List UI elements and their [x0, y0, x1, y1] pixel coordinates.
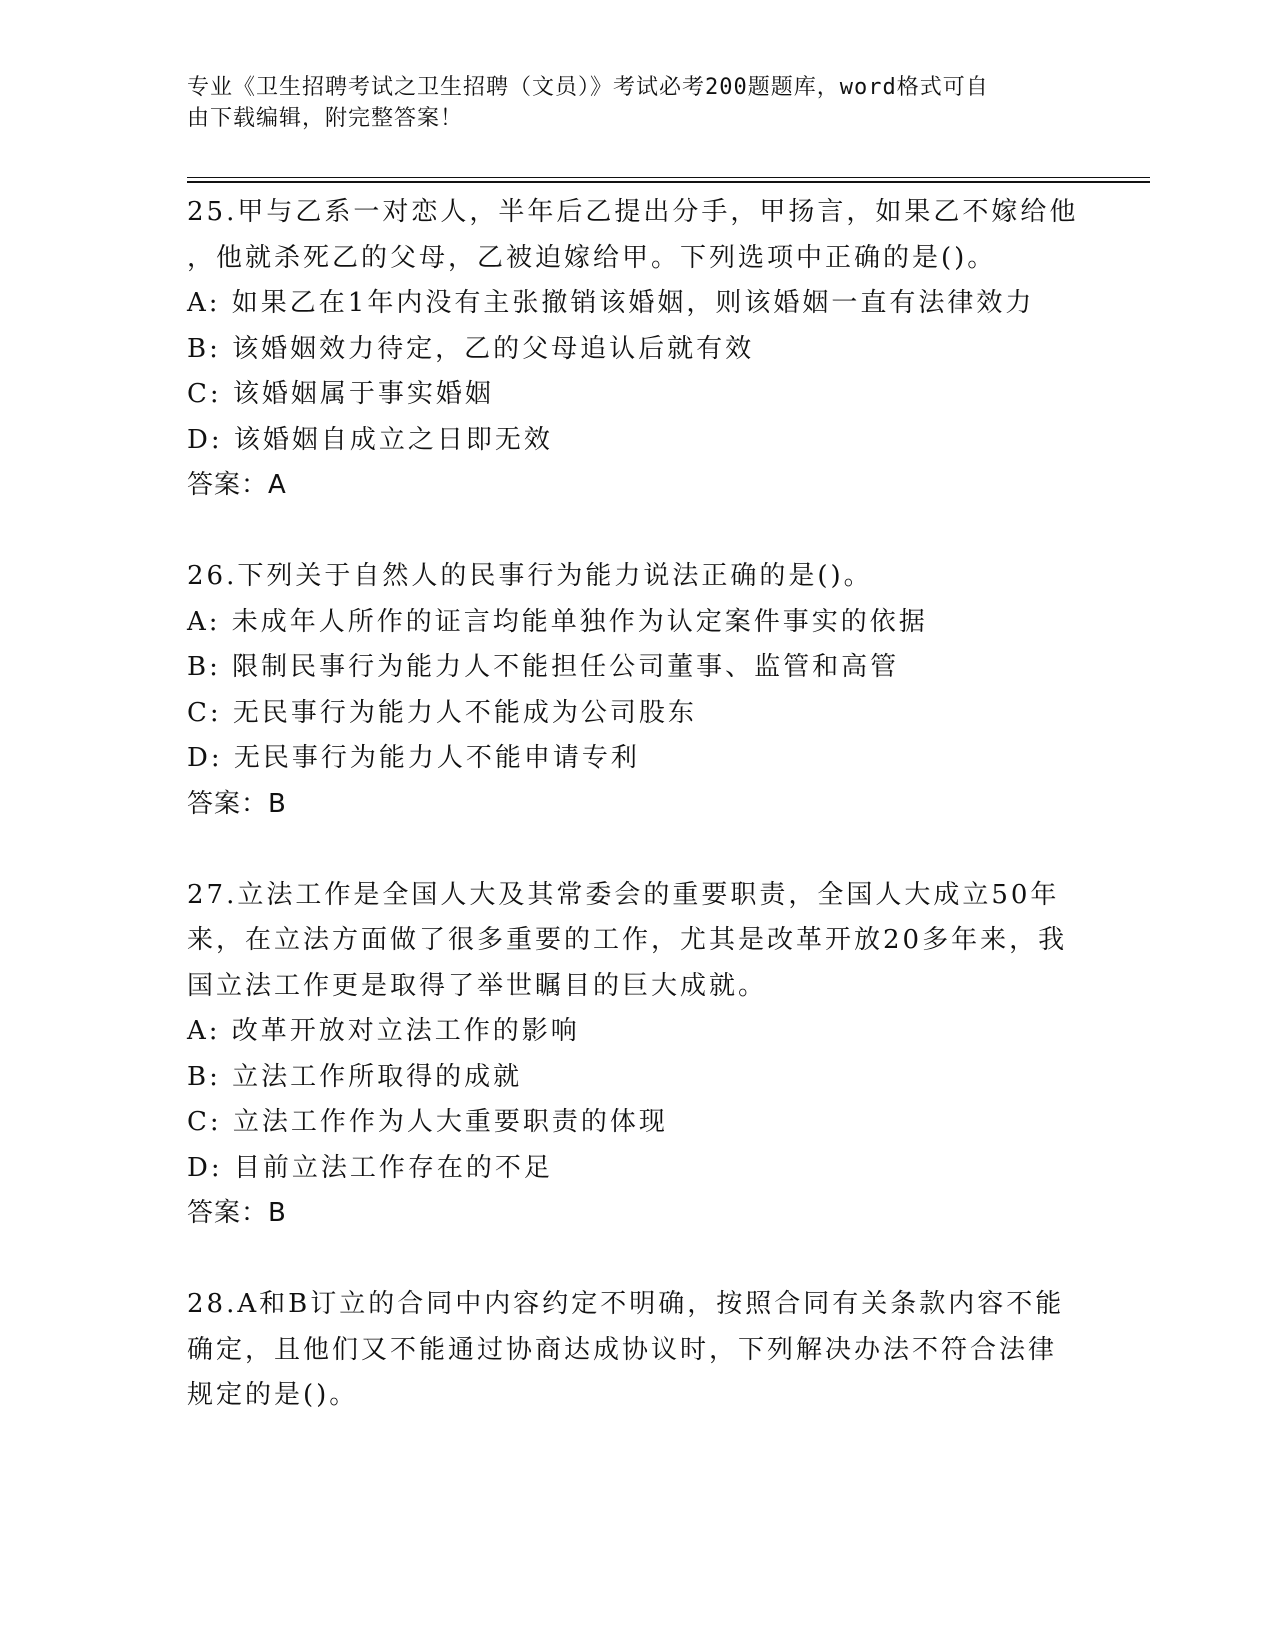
option-d: D: 目前立法工作存在的不足 [187, 1152, 553, 1183]
answer-line: 答案：B [187, 788, 287, 819]
answer-line: 答案：B [187, 1198, 287, 1228]
header-divider-thick [187, 181, 1150, 183]
question-text: 27.立法工作是全国人大及其常委会的重要职责，全国人大成立50年 [187, 879, 1060, 910]
option-b: B: 限制民事行为能力人不能担任公司董事、监管和高管 [187, 652, 900, 682]
question-text: 国立法工作更是取得了举世瞩目的巨大成就。 [187, 970, 768, 1001]
question-text: 来，在立法方面做了很多重要的工作，尤其是改革开放20多年来，我 [187, 925, 1068, 955]
option-d: D: 该婚姻自成立之日即无效 [187, 424, 553, 455]
question-block [187, 1282, 1087, 1419]
header-divider-thin [187, 177, 1150, 178]
option-b: B: 该婚姻效力待定，乙的父母追认后就有效 [187, 333, 755, 364]
question-text: 规定的是()。 [187, 1380, 359, 1410]
header-line-1: 专业《卫生招聘考试之卫生招聘（文员）》考试必考200题题库，word格式可自 [187, 75, 989, 100]
option-c: C: 无民事行为能力人不能成为公司股东 [187, 697, 697, 728]
spacer [187, 827, 1087, 873]
option-d: D: 无民事行为能力人不能申请专利 [187, 743, 640, 773]
question-text: 26.下列关于自然人的民事行为能力说法正确的是()。 [187, 561, 873, 591]
option-c: C: 该婚姻属于事实婚姻 [187, 379, 494, 409]
option-a: A: 改革开放对立法工作的影响 [187, 1016, 580, 1046]
answer-line: 答案：A [187, 470, 287, 500]
question-text: 确定，且他们又不能通过协商达成协议时，下列解决办法不符合法律 [187, 1334, 1058, 1365]
option-b: B: 立法工作所取得的成就 [187, 1061, 523, 1092]
spacer [187, 509, 1087, 555]
question-text: 25.甲与乙系一对恋人，半年后乙提出分手，甲扬言，如果乙不嫁给他 [187, 197, 1079, 227]
question-block [187, 873, 1087, 1237]
question-text: ，他就杀死乙的父母，乙被迫嫁给甲。下列选项中正确的是()。 [187, 242, 997, 273]
option-c: C: 立法工作作为人大重要职责的体现 [187, 1107, 668, 1137]
header-line-2: 由下载编辑，附完整答案！ [187, 106, 464, 131]
question-list [187, 190, 1087, 1419]
option-a: A: 未成年人所作的证言均能单独作为认定案件事实的依据 [187, 606, 928, 637]
spacer [187, 1237, 1087, 1283]
document-header [187, 72, 1067, 134]
question-block [187, 190, 1087, 509]
question-text: 28.A和B订立的合同中内容约定不明确，按照合同有关条款内容不能 [187, 1289, 1065, 1319]
option-a: A: 如果乙在1年内没有主张撤销该婚姻，则该婚姻一直有法律效力 [187, 288, 1035, 318]
question-block [187, 554, 1087, 827]
